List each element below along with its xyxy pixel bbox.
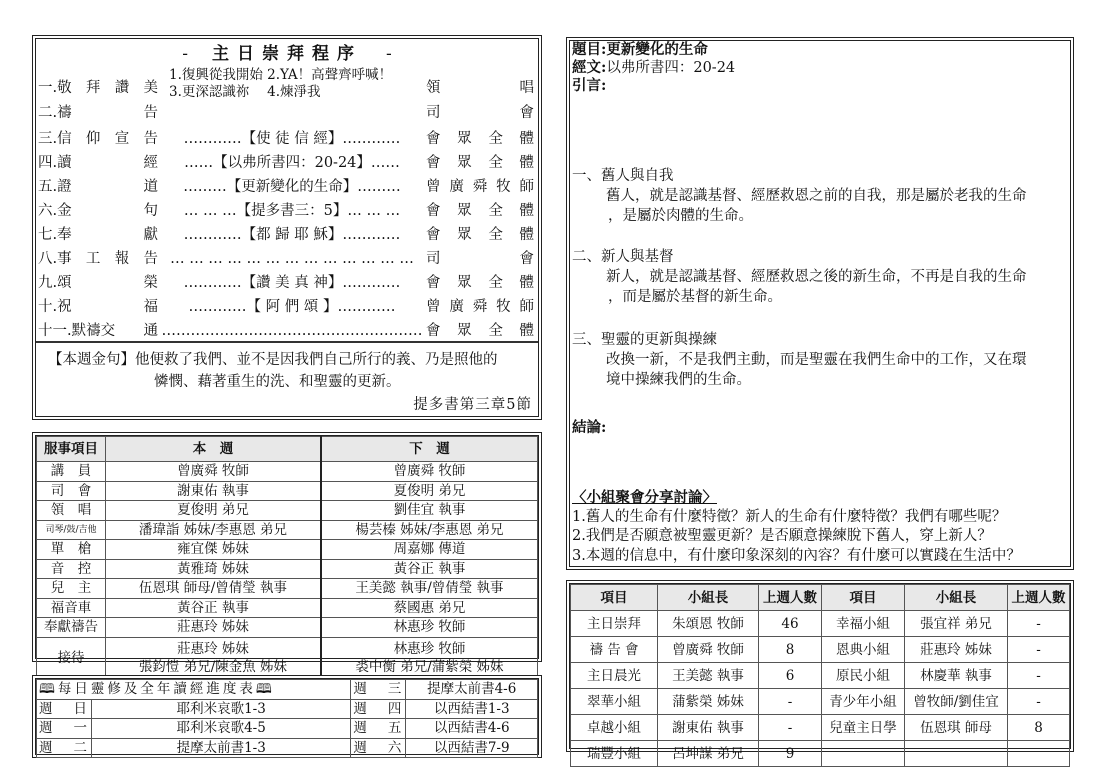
- week-label: 週: [39, 700, 53, 717]
- order-leader-char: 眾: [457, 227, 472, 243]
- service-role: 兒 主: [37, 579, 106, 599]
- header-role: 服事項目: [37, 437, 106, 462]
- week-label: 週: [39, 739, 53, 756]
- service-row: [37, 481, 538, 501]
- hymn-line: 1.復興從我開始 2.YA！高聲齊呼喊！: [169, 67, 393, 83]
- service-person: 張鈞愷 弟兄/陳金魚 姊妹: [138, 658, 288, 675]
- service-next-week: 林惠珍 牧師: [321, 618, 538, 638]
- order-item-char: 十.祝: [38, 299, 72, 315]
- reading-passage: 提摩太前書4-6: [406, 680, 538, 700]
- day-label: 四: [387, 700, 402, 717]
- order-leader-char: 師: [519, 299, 534, 315]
- group-name: 禱 告 會: [571, 637, 658, 663]
- order-leader-char: 眾: [457, 155, 472, 171]
- order-item-name: [38, 127, 158, 151]
- service-role: 司琴/鼓/吉他: [37, 520, 106, 540]
- service-role: 司 會: [37, 481, 106, 501]
- service-next-week: 黃谷正 執事: [321, 559, 538, 579]
- service-this-week: 夏俊明 弟兄: [106, 501, 322, 521]
- reading-row: [37, 699, 538, 719]
- group-name: 青少年小組: [822, 689, 905, 715]
- week-label: 週: [39, 720, 53, 737]
- order-item-detail: … … …【提多書三：5】… … …: [183, 203, 401, 219]
- order-item-detail: …………【讚 美 真 神】…………: [183, 275, 401, 291]
- week-label: 週: [353, 700, 367, 717]
- sermon-section-3: [572, 330, 1064, 390]
- discussion-question: 2.我們是否願意被聖靈更新？是否願意操練脫下舊人，穿上新人？: [572, 528, 992, 544]
- order-leader-char: 全: [488, 203, 503, 219]
- order-items: [36, 67, 538, 343]
- reading-row: [37, 738, 538, 758]
- section-heading: 一、舊人與自我: [572, 168, 674, 184]
- header-attendance: 上週人數: [759, 585, 822, 611]
- memory-verse: [36, 343, 538, 393]
- order-item-detail: … … … … … … … … … … … … …: [170, 251, 414, 267]
- order-item-leader: [426, 295, 534, 319]
- order-leader-char: 會: [426, 131, 441, 147]
- header-this-week: 本 週: [106, 437, 322, 462]
- order-item-detail: ………………………………………………: [161, 323, 423, 339]
- group-row: [571, 663, 1070, 689]
- order-leader-char: 體: [519, 131, 534, 147]
- order-item-char: 仰: [85, 131, 101, 147]
- reading-day-cell: [37, 699, 92, 719]
- order-leader-char: 會: [519, 251, 534, 267]
- service-next-week: 楊芸榛 姊妹/李惠恩 弟兄: [321, 520, 538, 540]
- group-name: 翠華小組: [571, 689, 658, 715]
- order-item-name: [38, 151, 158, 175]
- week-label: 週: [353, 739, 367, 756]
- group-row: [571, 637, 1070, 663]
- service-next-week: 劉佳宜 執事: [321, 501, 538, 521]
- order-item-detail: …………【使 徒 信 經】…………: [183, 131, 401, 147]
- group-name: 原民小組: [822, 663, 905, 689]
- order-item: [36, 67, 538, 103]
- sermon-section-1: [572, 166, 1064, 226]
- order-item-detail: …………【都 歸 耶 穌】…………: [183, 227, 401, 243]
- group-leader: 蒲紫榮 姊妹: [658, 689, 759, 715]
- reading-plan-panel: [32, 675, 542, 758]
- order-item-char: 一.敬: [38, 80, 72, 96]
- week-label: 週: [353, 681, 367, 698]
- reading-day-cell: [351, 738, 406, 758]
- day-label: 六: [387, 739, 402, 756]
- service-this-week: 黃雅琦 姊妹: [106, 559, 322, 579]
- order-leader-char: 曾: [426, 179, 441, 195]
- group-attendance: 8: [759, 637, 822, 663]
- scripture-line: [570, 59, 1070, 77]
- order-item-char: 句: [143, 203, 158, 219]
- reading-row: [37, 680, 538, 700]
- header-next-week: 下 週: [321, 437, 538, 462]
- order-item-char: 獻: [143, 227, 158, 243]
- order-item-leader: [426, 151, 534, 175]
- section-body-line1: 改換一新，不是我們主動，而是聖靈在我們生命中的工作，又在環: [606, 352, 1027, 368]
- order-leader-char: 牧: [496, 299, 511, 315]
- order-item-leader: [426, 223, 534, 247]
- open-book-icon: 🕮: [255, 681, 275, 698]
- order-leader-char: 全: [488, 155, 503, 171]
- service-role: 接待: [37, 637, 106, 678]
- open-book-icon: 🕮: [39, 681, 58, 698]
- order-leader-char: 領: [426, 80, 441, 96]
- group-leader: 謝東佑 執事: [658, 715, 759, 741]
- service-person: 裘中衡 弟兄/蒲紫榮 姊妹: [355, 658, 504, 675]
- service-row: [37, 520, 538, 540]
- order-leader-char: 眾: [457, 203, 472, 219]
- order-item-char: 宣: [114, 131, 130, 147]
- order-item: [36, 247, 538, 271]
- order-item-name: [38, 223, 158, 247]
- order-item-detail: ……【以弗所書四：20-24】……: [184, 155, 400, 171]
- order-item-char: 八.事: [38, 251, 72, 267]
- group-name: 主日晨光: [571, 663, 658, 689]
- week-label: 週: [353, 720, 367, 737]
- order-title: [36, 41, 538, 67]
- reading-day-cell: [351, 699, 406, 719]
- service-this-week: [106, 637, 322, 678]
- order-item-char: 告: [143, 105, 158, 121]
- discussion-question: 3.本週的信息中，有什麼印象深刻的內容？有什麼可以實踐在生活中？: [572, 547, 1021, 564]
- order-item: [36, 319, 538, 343]
- order-leader-char: 曾: [426, 299, 441, 315]
- section-body-line1: 新人，就是認識基督、經歷救恩之後的新生命，不再是自我的生命: [606, 269, 1027, 285]
- section-body-line2: 境中操練我們的生命。: [606, 372, 751, 388]
- order-item-char: 讚: [114, 80, 130, 96]
- order-item-char: 道: [143, 179, 158, 195]
- order-item: [36, 271, 538, 295]
- service-role: 單 槍: [37, 540, 106, 560]
- title-dash-left: -: [182, 44, 188, 64]
- hymn-line: 3.更深認識祢 4.煉淨我: [169, 84, 321, 100]
- order-item-char: 拜: [85, 80, 101, 96]
- section-body-line2: ，是屬於肉體的生命。: [608, 208, 753, 224]
- group-leader: 林慶華 執事: [905, 663, 1008, 689]
- order-leader-char: 舜: [472, 299, 488, 315]
- order-item: [36, 151, 538, 175]
- sermon-title-line: [570, 41, 1070, 59]
- order-item-char: 告: [143, 131, 158, 147]
- reading-plan-table: [36, 679, 538, 758]
- service-row: [37, 618, 538, 638]
- reading-title-cell: [37, 680, 351, 700]
- service-next-week: 曾廣舜 牧師: [321, 462, 538, 482]
- order-item-name: [38, 295, 158, 319]
- sermon-notes-panel: [566, 37, 1074, 570]
- service-next-week: 周嘉娜 傳道: [321, 540, 538, 560]
- group-attendance: -: [759, 715, 822, 741]
- service-row: [37, 559, 538, 579]
- order-item-leader: [426, 271, 534, 295]
- order-leader-char: 體: [519, 155, 534, 171]
- reading-day-cell: [37, 719, 92, 739]
- group-row: [571, 611, 1070, 637]
- intro-label: 引言:: [572, 77, 607, 94]
- memory-verse-block: [36, 341, 538, 416]
- order-leader-char: 眾: [457, 323, 472, 339]
- sermon-section-2: [572, 247, 1064, 307]
- group-attendance: 9: [759, 741, 822, 767]
- service-role: 講 員: [37, 462, 106, 482]
- service-row: [37, 501, 538, 521]
- section-heading: 三、聖靈的更新與操練: [572, 332, 717, 348]
- section-heading: 二、新人與基督: [572, 249, 674, 265]
- reading-day-cell: [37, 738, 92, 758]
- group-leader: 曾廣舜 牧師: [658, 637, 759, 663]
- order-leader-char: 會: [426, 155, 441, 171]
- group-attendance: 8: [1008, 715, 1070, 741]
- order-item-leader: [426, 319, 534, 343]
- order-item-char: 福: [143, 299, 158, 315]
- service-role: 領 唱: [37, 501, 106, 521]
- reading-passage: 提摩太前書1-3: [92, 738, 351, 758]
- group-row: [571, 689, 1070, 715]
- group-attendance: -: [1008, 689, 1070, 715]
- reading-row: [37, 719, 538, 739]
- group-attendance: -: [759, 689, 822, 715]
- discussion-block: [570, 488, 1070, 566]
- group-attendance: 46: [759, 611, 822, 637]
- order-item-char: 報: [114, 251, 130, 267]
- group-name: [822, 741, 905, 767]
- day-label: 一: [73, 720, 87, 737]
- order-item: [36, 295, 538, 319]
- order-item-char: 九.頌: [38, 275, 72, 291]
- order-title-text: 主日崇拜程序: [212, 44, 362, 64]
- memory-verse-line2: 憐憫、藉著重生的洗、和聖靈的更新。: [154, 374, 401, 390]
- service-next-week: 蔡國惠 弟兄: [321, 598, 538, 618]
- reading-passage: 耶利米哀歌4-5: [92, 719, 351, 739]
- small-groups-panel: [566, 580, 1074, 762]
- order-item-name: [38, 247, 158, 271]
- service-role: 奉獻禱告: [37, 618, 106, 638]
- header-leader: 小組長: [658, 585, 759, 611]
- group-attendance: -: [1008, 611, 1070, 637]
- service-this-week: 黃谷正 執事: [106, 598, 322, 618]
- order-leader-char: 眾: [457, 131, 472, 147]
- order-leader-char: 會: [426, 227, 441, 243]
- group-attendance: -: [1008, 663, 1070, 689]
- header-leader: 小組長: [905, 585, 1008, 611]
- order-leader-char: 廣: [449, 179, 464, 195]
- header-item: 項目: [571, 585, 658, 611]
- order-item: [36, 199, 538, 223]
- title-dash-right: -: [386, 44, 392, 64]
- order-item-leader: [426, 103, 534, 123]
- service-this-week: 雍宜傑 姊妹: [106, 540, 322, 560]
- group-attendance: [1008, 741, 1070, 767]
- order-leader-char: 司: [426, 251, 441, 267]
- scripture-text: 以弗所書四：20-24: [606, 60, 736, 76]
- order-leader-char: 會: [426, 275, 441, 291]
- order-item-char: 告: [143, 251, 158, 267]
- order-leader-char: 舜: [472, 179, 488, 195]
- service-role: 福音車: [37, 598, 106, 618]
- order-leader-char: 體: [519, 323, 534, 339]
- service-person: 莊惠玲 姊妹: [177, 640, 249, 657]
- group-row: [571, 715, 1070, 741]
- conclusion-label: 結論:: [572, 419, 607, 436]
- group-name: 恩典小組: [822, 637, 905, 663]
- group-name: 幸福小組: [822, 611, 905, 637]
- order-leader-char: 全: [488, 275, 503, 291]
- service-header-row: [37, 437, 538, 462]
- group-leader: 伍恩琪 師母: [905, 715, 1008, 741]
- order-leader-char: 廣: [449, 299, 464, 315]
- section-body-line1: 舊人，就是認識基督、經歷救恩之前的自我，那是屬於老我的生命: [606, 188, 1027, 204]
- service-person: 林惠珍 牧師: [393, 640, 466, 657]
- group-leader: [905, 741, 1008, 767]
- group-row: [571, 741, 1070, 767]
- order-item-char: 六.金: [38, 203, 72, 219]
- service-next-week: [321, 637, 538, 678]
- service-roster-table: [36, 436, 538, 679]
- group-name: 卓越小組: [571, 715, 658, 741]
- group-name: 兒童主日學: [822, 715, 905, 741]
- reading-day-cell: [351, 680, 406, 700]
- order-item-name: [38, 199, 158, 223]
- memory-verse-reference: 提多書第三章5節: [413, 397, 532, 413]
- order-item-name: [38, 271, 158, 295]
- service-row: [37, 579, 538, 599]
- order-item-char: 美: [143, 80, 158, 96]
- hymn-list: [169, 67, 392, 101]
- order-item-char: 四.讀: [38, 155, 72, 171]
- sermon-title: 更新變化的生命: [606, 41, 708, 58]
- service-this-week: 謝東佑 執事: [106, 481, 322, 501]
- memory-verse-line1: 【本週金句】他便救了我們、並不是因我們自己所行的義、乃是照他的: [48, 352, 498, 368]
- group-leader: 張宜祥 弟兄: [905, 611, 1008, 637]
- service-next-week: 夏俊明 弟兄: [321, 481, 538, 501]
- order-item-char: 三.信: [38, 131, 72, 147]
- header-item: 項目: [822, 585, 905, 611]
- group-attendance: 6: [759, 663, 822, 689]
- order-item-char: 十一.默禱交: [38, 323, 116, 339]
- discussion-title: 〈小組聚會分享討論〉: [572, 489, 717, 506]
- service-next-week: 王美懿 執事/曾倩瑩 執事: [321, 579, 538, 599]
- day-label: 五: [387, 720, 402, 737]
- group-leader: 曾牧師/劉佳宜: [905, 689, 1008, 715]
- groups-header-row: [571, 585, 1070, 611]
- order-leader-char: 全: [488, 323, 503, 339]
- order-item-leader: [426, 247, 534, 271]
- order-item-char: 二.禱: [38, 105, 72, 121]
- service-role: 音 控: [37, 559, 106, 579]
- order-leader-char: 師: [519, 179, 534, 195]
- service-this-week: 伍恩琪 師母/曾倩瑩 執事: [106, 579, 322, 599]
- order-item: [36, 223, 538, 247]
- order-item-char: 經: [143, 155, 158, 171]
- service-row: [37, 462, 538, 482]
- order-item-char: 榮: [143, 275, 158, 291]
- service-this-week: 莊惠玲 姊妹: [106, 618, 322, 638]
- order-leader-char: 全: [488, 227, 503, 243]
- order-item-char: 五.證: [38, 179, 72, 195]
- order-of-worship-panel: [32, 35, 542, 420]
- order-item-char: 通: [143, 323, 158, 339]
- intro-line: [570, 77, 1070, 95]
- reading-passage: 以西結書1-3: [406, 699, 538, 719]
- header-attendance: 上週人數: [1008, 585, 1070, 611]
- order-leader-char: 會: [426, 323, 441, 339]
- order-item: [36, 103, 538, 127]
- day-label: 三: [387, 681, 402, 698]
- order-leader-char: 體: [519, 227, 534, 243]
- order-item-leader: [426, 175, 534, 199]
- order-item-char: 七.奉: [38, 227, 72, 243]
- sermon-title-label: 題目:: [572, 41, 607, 58]
- group-name: 主日崇拜: [571, 611, 658, 637]
- service-row: [37, 637, 538, 678]
- discussion-question: 1.舊人的生命有什麼特徵？新人的生命有什麼特徵？我們有哪些呢？: [572, 508, 1007, 525]
- scripture-label: 經文:: [572, 59, 607, 76]
- order-leader-char: 牧: [496, 179, 511, 195]
- section-body-line2: ，而是屬於基督的新生命。: [608, 289, 782, 305]
- order-item-name: [38, 175, 158, 199]
- group-leader: 王美懿 執事: [658, 663, 759, 689]
- reading-passage: 耶利米哀歌1-3: [92, 699, 351, 719]
- order-item: [36, 175, 538, 199]
- order-item-name: [38, 319, 158, 343]
- order-item-leader: [426, 199, 534, 223]
- small-groups-table: [570, 584, 1070, 767]
- reading-passage: 以西結書4-6: [406, 719, 538, 739]
- day-label: 二: [73, 739, 87, 756]
- order-leader-char: 會: [519, 105, 534, 121]
- order-leader-char: 全: [488, 131, 503, 147]
- order-leader-char: 眾: [457, 275, 472, 291]
- order-leader-char: 體: [519, 275, 534, 291]
- reading-day-cell: [351, 719, 406, 739]
- service-this-week: 潘瑋詣 姊妹/李惠恩 弟兄: [106, 520, 322, 540]
- reading-title: 每日靈修及全年讀經進度表: [57, 681, 256, 698]
- service-this-week: 曾廣舜 牧師: [106, 462, 322, 482]
- service-row: [37, 598, 538, 618]
- order-item-detail: …………【 阿 們 頌 】…………: [188, 299, 396, 315]
- order-leader-char: 體: [519, 203, 534, 219]
- group-leader: 莊惠玲 姊妹: [905, 637, 1008, 663]
- group-attendance: -: [1008, 637, 1070, 663]
- day-label: 日: [73, 700, 87, 717]
- order-item-char: 工: [85, 251, 101, 267]
- group-leader: 朱頌恩 牧師: [658, 611, 759, 637]
- group-leader: 呂坤謀 弟兄: [658, 741, 759, 767]
- group-name: 瑞豐小組: [571, 741, 658, 767]
- order-leader-char: 唱: [519, 80, 534, 96]
- order-item: [36, 127, 538, 151]
- reading-passage: 以西結書7-9: [406, 738, 538, 758]
- service-roster-panel: [32, 432, 542, 675]
- order-item-detail: ………【更新變化的生命】………: [183, 179, 401, 195]
- order-item-name: [38, 103, 158, 123]
- order-leader-char: 會: [426, 203, 441, 219]
- order-leader-char: 司: [426, 105, 441, 121]
- order-item-leader: [426, 127, 534, 151]
- service-row: [37, 540, 538, 560]
